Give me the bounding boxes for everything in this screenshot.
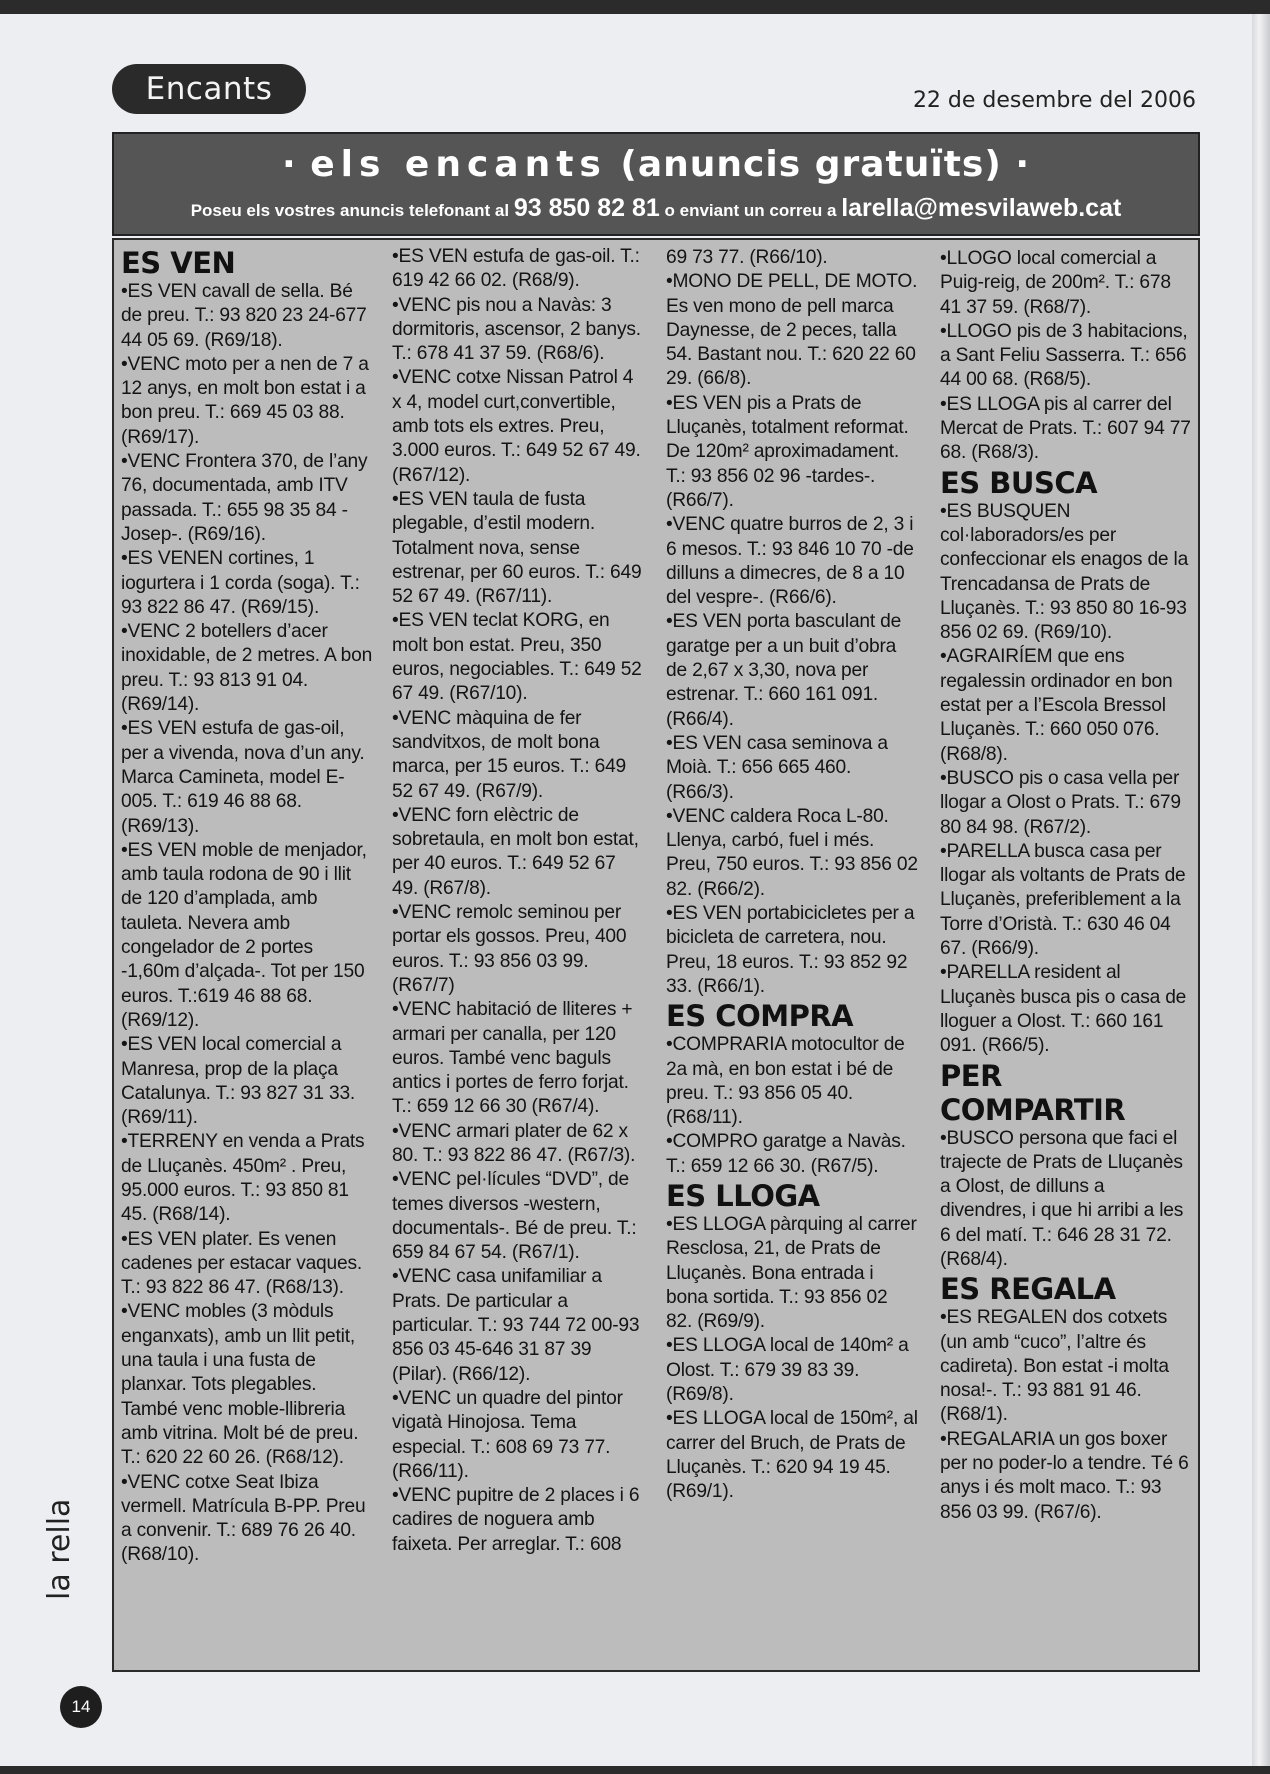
- classified-ad: •ES VENEN cortines, 1 iogurtera i 1 corda (soga). T.: 93 822 86 47. (R69/15).: [121, 548, 360, 618]
- section-heading: ES VEN: [121, 246, 236, 280]
- classified-ad: •COMPRARIA motocultor de 2a mà, en bon estat i bé de preu. T.: 93 856 05 40. (R68/11).: [666, 1034, 905, 1129]
- classified-ad: •VENC cotxe Nissan Patrol 4 x 4, model curt,convertible, amb tots els extres. Preu, 3.000 euros. T.: 649 52 67 49. (R67/12).: [392, 367, 641, 486]
- magazine-name: la rella: [42, 1498, 77, 1600]
- section-heading: ES REGALA: [940, 1272, 1116, 1307]
- classified-ad: •TERRENY en venda a Prats de Lluçanès. 450m² . Preu, 95.000 euros. T.: 93 850 81 45. (R68/14).: [121, 1131, 365, 1226]
- classified-ad: •BUSCO pis o casa vella per llogar a Olost o Prats. T.: 679 80 84 98. (R67/2).: [940, 767, 1181, 838]
- classified-ad: •VENC moto per a nen de 7 a 12 anys, en molt bon estat i a bon preu. T.: 669 45 03 88. (R69/17).: [121, 353, 369, 448]
- classified-ad: •VENC 2 botellers d’acer inoxidable, de 2 metres. A bon preu. T.: 93 813 91 04. (R69/14).: [121, 621, 373, 716]
- classifieds-banner: [112, 132, 1200, 236]
- section-heading: ES LLOGA: [666, 1178, 820, 1213]
- classified-ad: •LLOGO local comercial a Puig-reig, de 200m². T.: 678 41 37 59. (R68/7).: [940, 248, 1171, 318]
- classified-ad: •ES VEN teclat KORG, en molt bon estat. Preu, 350 euros, negociables. T.: 649 52 67 49. (R67/10).: [392, 610, 642, 705]
- classified-ad: •ES LLOGA local de 140m² a Olost. T.: 679 39 83 39. (R69/8).: [666, 1335, 909, 1406]
- classifieds-box: [112, 238, 1200, 1672]
- section-heading: ES COMPRA: [666, 999, 854, 1034]
- classified-ad: •ES VEN porta basculant de garatge per a un buit d’obra de 2,67 x 3,30, nova per estrenar. T.: 660 161 091. (R66/4).: [666, 611, 902, 730]
- sub-before: Poseu els vostres anuncis telefonant al: [190, 201, 510, 220]
- classified-ad: •VENC casa unifamiliar a Prats. De particular a particular. T.: 93 744 72 00-93 856 03 45-646 31 87 39 (Pilar). (R66/12).: [392, 1266, 640, 1385]
- classified-ad: •ES LLOGA local de 150m², al carrer del Bruch, de Prats de Lluçanès. T.: 620 94 19 45. (R69/1).: [666, 1408, 918, 1503]
- issue-date: 22 de desembre del 2006: [912, 88, 1196, 113]
- classified-ad: •AGRAIRÍEM que ens regalessin ordinador en bon estat per a l’Escola Bressol Lluçanès. T.: 660 050 076. (R68/8).: [940, 646, 1173, 765]
- classified-ad: •VENC pis nou a Navàs: 3 dormitoris, ascensor, 2 banys. T.: 678 41 37 59. (R68/6).: [392, 294, 641, 365]
- sub-middle: o enviant un correu a: [664, 201, 837, 220]
- classified-ad: •ES VEN local comercial a Manresa, prop de la plaça Catalunya. T.: 93 827 31 33. (R69/11).: [121, 1034, 356, 1129]
- classified-ad: •VENC remolc seminou per portar els gossos. Preu, 400 euros. T.: 93 856 03 99. (R67/7): [392, 902, 627, 996]
- classified-ad: •VENC màquina de fer sandvitxos, de molt bona marca, per 15 euros. T.: 649 52 67 49. (R67/9).: [392, 707, 627, 802]
- classified-ad: •MONO DE PELL, DE MOTO. Es ven mono de pell marca Daynesse, de 2 peces, talla 54. Bastant nou. T.: 620 22 60 29. (66/8).: [666, 271, 918, 390]
- classified-ad: •ES VEN casa seminova a Moià. T.: 656 665 460. (R66/3).: [666, 732, 888, 803]
- classified-ad: •REGALARIA un gos boxer per no poder-lo a tendre. Té 6 anys i és molt maco. T.: 93 856 03 99. (R67/6).: [940, 1428, 1189, 1523]
- classified-ad: •LLOGO pis de 3 habitacions, a Sant Feliu Sasserra. T.: 656 44 00 68. (R68/5).: [940, 320, 1188, 391]
- column-1: [121, 246, 373, 1568]
- column-3: [666, 246, 918, 1505]
- classified-ad: 69 73 77. (R66/10).: [666, 247, 828, 268]
- page-number: 14: [60, 1686, 102, 1728]
- classified-ad: •ES REGALEN dos cotxets (un amb “cuco”, l’altre és cadireta). Bon estat -i molta nosa!-. T.: 93 881 91 46. (R68/1).: [940, 1307, 1169, 1426]
- banner-subtitle: [114, 194, 1198, 223]
- classified-ad: •PARELLA resident al Lluçanès busca pis o casa de lloguer a Olost. T.: 660 161 091. (R66/5).: [940, 962, 1187, 1057]
- classified-ad: •VENC pupitre de 2 places i 6 cadires de noguera amb faixeta. Per arreglar. T.: 608: [392, 1485, 640, 1555]
- classified-ad: •ES VEN moble de menjador, amb taula rodona de 90 i llit de 120 d’amplada, amb tauleta. Nevera amb congelador de 2 portes -1,60m d’alçada-. Tot per 150 euros. T.:619 46 88 68. (R69/12).: [121, 839, 367, 1031]
- classified-ad: •VENC armari plater de 62 x 80. T.: 93 822 86 47. (R67/3).: [392, 1120, 636, 1166]
- classified-ad: •ES VEN plater. Es venen cadenes per estacar vaques. T.: 93 822 86 47. (R68/13).: [121, 1228, 362, 1299]
- classified-ad: •ES LLOGA pàrquing al carrer Resclosa, 21, de Prats de Lluçanès. Bona entrada i bona sortida. T.: 93 856 02 82. (R69/9).: [666, 1213, 917, 1333]
- title-paren: (anuncis gratuïts): [620, 144, 1002, 185]
- title-main: els encants: [310, 144, 607, 185]
- classified-ad: •PARELLA busca casa per llogar als voltants de Prats de Lluçanès, preferiblement a la Torre d’Oristà. T.: 630 46 04 67. (R66/9).: [940, 840, 1186, 960]
- classified-ad: •VENC caldera Roca L-80. Llenya, carbó, fuel i més. Preu, 750 euros. T.: 93 856 02 82. (R66/2).: [666, 805, 918, 900]
- column-4: [940, 247, 1192, 1525]
- column-2: [392, 245, 644, 1557]
- classified-ad: •VENC un quadre del pintor vigatà Hinojosa. Tema especial. T.: 608 69 73 77. (R66/11).: [392, 1387, 623, 1482]
- title-dot-left: ·: [281, 144, 297, 185]
- classified-ad: •VENC habitació de lliteres + armari per canalla, per 120 euros. També venc baguls antics i portes de ferro forjat. T.: 659 12 66 30 (R67/4).: [392, 999, 633, 1118]
- classified-ad: •ES VEN estufa de gas-oil, per a vivenda, nova d’un any. Marca Camineta, model E-005. T.: 619 46 88 68. (R69/13).: [121, 718, 365, 837]
- section-tab: Encants: [112, 64, 306, 114]
- contact-phone: 93 850 82 81: [513, 194, 660, 222]
- classified-ad: •VENC forn elèctric de sobretaula, en molt bon estat, per 40 euros. T.: 649 52 67 49. (R67/8).: [392, 804, 639, 899]
- contact-email: larella@mesvilaweb.cat: [841, 194, 1122, 222]
- classified-ad: •BUSCO persona que faci el trajecte de Prats de Lluçanès a Olost, de dilluns a divendres, i que hi arribi a les 6 del matí. T.: 646 28 31 72. (R68/4).: [940, 1127, 1184, 1270]
- classified-ad: •ES VEN estufa de gas-oil. T.: 619 42 66 02. (R68/9).: [392, 246, 640, 292]
- classified-ad: •ES BUSQUEN col·laboradors/es per confeccionar els enagos de la Trencadansa de Prats de Lluçanès. T.: 93 850 80 16-93 856 02 69. (R69/10).: [940, 500, 1189, 644]
- classified-ad: •VENC quatre burros de 2, 3 i 6 mesos. T.: 93 846 10 70 -de dilluns a dimecres, de 8 a 10 del vespre-. (R66/6).: [666, 514, 914, 609]
- banner-title: [114, 144, 1198, 185]
- classified-ad: •ES VEN portabicicletes per a bicicleta de carretera, nou. Preu, 18 euros. T.: 93 852 92 33. (R66/1).: [666, 903, 915, 997]
- classified-ad: •ES VEN cavall de sella. Bé de preu. T.: 93 820 23 24-677 44 05 69. (R69/18).: [121, 281, 367, 351]
- classified-ad: •COMPRO garatge a Navàs. T.: 659 12 66 30. (R67/5).: [666, 1131, 906, 1177]
- classified-ad: •ES VEN taula de fusta plegable, d’estil modern. Totalment nova, sense estrenar, per 60 euros. T.: 649 52 67 49. (R67/11).: [392, 488, 642, 608]
- title-dot-right: ·: [1015, 144, 1031, 185]
- section-heading: PER COMPARTIR: [940, 1058, 1126, 1127]
- classified-ad: •ES VEN pis a Prats de Lluçanès, totalment reformat. De 120m² aproximadament. T.: 93 856 02 96 -tardes-. (R66/7).: [666, 392, 909, 511]
- page-edge: [1252, 14, 1270, 1766]
- classified-ad: •VENC mobles (3 mòduls enganxats), amb un llit petit, una taula i una fusta de planxar. Tots plegables. També venc moble-llibreria amb vitrina. Molt bé de preu. T.: 620 22 60 26. (R68/12).: [121, 1301, 359, 1469]
- section-heading: ES BUSCA: [940, 465, 1098, 500]
- classified-ad: •VENC pel·lícules “DVD”, de temes diversos -western, documentals-. Bé de preu. T.: 659 84 67 54. (R67/1).: [392, 1169, 637, 1264]
- classified-ad: •VENC cotxe Seat Ibiza vermell. Matrícula B-PP. Preu a convenir. T.: 689 76 26 40. (R68/10).: [121, 1471, 366, 1566]
- classified-ad: •ES LLOGA pis al carrer del Mercat de Prats. T.: 607 94 77 68. (R68/3).: [940, 393, 1191, 464]
- classified-ad: •VENC Frontera 370, de l’any 76, documentada, amb ITV passada. T.: 655 98 35 84 -Josep-. (R69/16).: [121, 451, 368, 545]
